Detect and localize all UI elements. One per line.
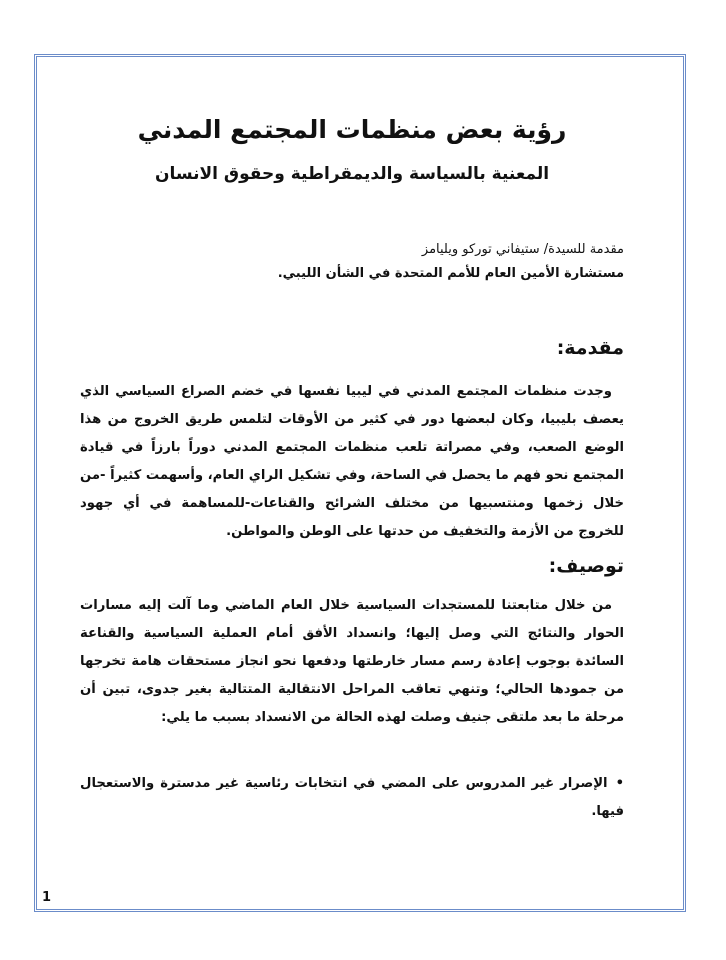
- intro-heading: مقدمة:: [556, 337, 624, 359]
- author-line: مقدمة للسيدة/ ستيفاني توركو ويليامز: [421, 242, 624, 257]
- document-body: [80, 110, 624, 826]
- bullet-icon: •: [615, 776, 624, 791]
- page-number: 1: [42, 890, 52, 905]
- recommendation-heading: توصيف:: [548, 555, 624, 577]
- author-role: مستشارة الأمين العام للأمم المتحدة في الشأن الليبي.: [277, 266, 624, 281]
- author-block: [80, 238, 624, 286]
- bullet-item: [80, 770, 624, 826]
- bullet-text: الإصرار غير المدروس على المضي في انتخابات رئاسية غير مدسترة والاستعجال فيها.: [80, 776, 624, 819]
- document-title: رؤية بعض منظمات المجتمع المدني: [137, 115, 567, 144]
- intro-paragraph: وجدت منظمات المجتمع المدني في ليبيا نفسها في خضم الصراع السياسي الذي يعصف بليبيا، وكان لبعضها دور في كثير من الأوقات لتلمس طريق الخروج من هذا الوضع الصعب، وفي مصراتة تلعب منظمات المجتمع المدني دوراً بارزاً في قيادة المجتمع نحو فهم ما يحصل في الساحة، وفي تشكيل الراي العام، وأسهمت كثيراً -من خلال زخمها ومنتسبيها من مختلف الشرائح والقناعات-للمساهمة في أي جهود للخروج من الأزمة والتخفيف من حدتها على الوطن والمواطن.: [80, 384, 624, 539]
- recommendation-paragraph: من خلال متابعتنا للمستجدات السياسية خلال العام الماضي وما آلت إليه مسارات الحوار والنتائج التي وصل إليها؛ وانسداد الأفق أمام العملية السياسية والقناعة السائدة بوجوب إعادة رسم مسار خارطتها ودفعها نحو انجاز مستحقات هامة تخرجها من جمودها الحالي؛ وتنهي تعاقب المراحل الانتقالية المتتالية بغير جدوى، تبين أن مرحلة ما بعد ملتقى جنيف وصلت لهذه الحالة من الانسداد بسبب ما يلي:: [80, 598, 624, 725]
- document-subtitle: المعنية بالسياسة والديمقراطية وحقوق الانسان: [154, 164, 550, 184]
